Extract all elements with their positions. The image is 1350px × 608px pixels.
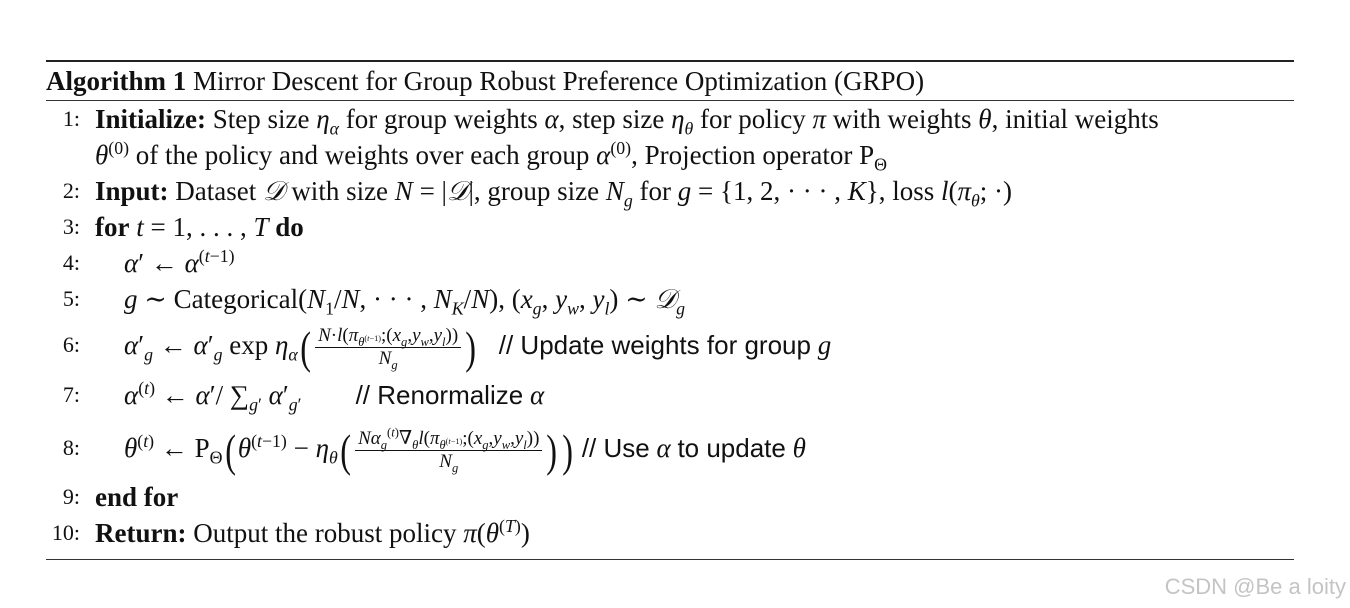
line-number: 1: xyxy=(62,106,80,131)
algorithm-caption xyxy=(46,62,1294,100)
line-number: 8: xyxy=(62,435,80,460)
line-keyword: Input: xyxy=(95,176,169,206)
line-number: 2: xyxy=(62,178,80,203)
algorithm-line-8: 8: $\theta^{(t)}$ ← $P_\Theta(\theta^{(t-1)} - \eta_\theta$( $\frac{N\alpha_g^{(t)}\nabla_\theta l(\pi_{\theta^{(t-1)}};(x_g,y_w,y_l))}{N_g}$ )) // Use α to update θ xyxy=(46,417,1294,479)
line-comment-tail: to update xyxy=(677,433,786,463)
line-number: 9: xyxy=(62,484,80,509)
line-comment: // Use xyxy=(581,433,650,463)
algorithm-line-10: 10: Return: Output the robust policy $\pi(\theta^{(T)})$ xyxy=(46,515,1294,551)
line-comment: // Renormalize xyxy=(355,380,524,410)
algorithm-line-7: 7: $\alpha^{(t)}$ ← α′/ $\sum_{g'}$ $\alpha'_{g'}$ // Renormalize α xyxy=(46,373,1294,417)
line-keyword: for xyxy=(95,212,130,242)
line-keyword-end: do xyxy=(275,212,304,242)
update-fraction: $\frac{N\cdot l(\pi_{\theta^{(t-1)}};(x_g,y_w,y_l))}{N_g}$ xyxy=(315,325,461,370)
algorithm-line-3: 3: for t = 1, . . . , T do xyxy=(46,209,1294,245)
line-comment: // Update weights for group xyxy=(498,330,811,360)
line-keyword: end for xyxy=(95,482,179,512)
gradient-fraction: $\frac{N\alpha_g^{(t)}\nabla_\theta l(\pi_{\theta^{(t-1)}};(x_g,y_w,y_l))}{N_g}$ xyxy=(355,428,542,473)
algorithm-line-2: 2: Input: Dataset 𝒟 with size N = |𝒟|, group size $N_g$ for g = {1, 2, · · · , K}, loss $l(\pi_\theta$; ·) xyxy=(46,173,1294,209)
algorithm-line-1: 1: Initialize: Step size $\eta_\alpha$ for group weights α, step size $\eta_\theta$ for policy π with weights θ, initial weights xyxy=(46,101,1294,137)
bottom-rule xyxy=(46,559,1294,560)
algorithm-line-6: 6: $\alpha'_g$ ← $\alpha'_g$ $\exp \eta_\alpha$( $\frac{N\cdot l(\pi_{\theta^{(t-1)}};(x_g,y_w,y_l))}{N_g}$ ) // Update weights for group g xyxy=(46,317,1294,373)
line-number: 10: xyxy=(51,520,80,545)
line-number: 7: xyxy=(62,382,80,407)
algorithm-line-9 xyxy=(46,479,1294,515)
line-number: 3: xyxy=(62,214,80,239)
algorithm-line-4: 4: α′ ← $\alpha^{(t-1)}$ xyxy=(46,245,1294,281)
line-number: 6: xyxy=(62,332,80,357)
line-keyword: Initialize: xyxy=(95,104,206,134)
algorithm-block xyxy=(46,60,1294,560)
watermark-text: CSDN @Be a loity xyxy=(1164,574,1346,599)
algorithm-label: Algorithm 1 xyxy=(46,66,187,96)
line-number: 5: xyxy=(62,286,80,311)
line-number: 4: xyxy=(62,250,80,275)
line-keyword: Return: xyxy=(95,518,187,548)
algorithm-title: Mirror Descent for Group Robust Preference Optimization (GRPO) xyxy=(192,66,925,96)
algorithm-line-5: 5: g ∼ $Categorical(N_1/N$, · · · , $N_K/N$), ($x_g$, $y_w$, $y_l$) ∼ 𝒟$_g$ xyxy=(46,281,1294,317)
algorithm-line-1-continuation: $\theta^{(0)}$ of the policy and weights over each group $\alpha^{(0)}$, Projection operator $P_\Theta$ xyxy=(95,138,887,175)
